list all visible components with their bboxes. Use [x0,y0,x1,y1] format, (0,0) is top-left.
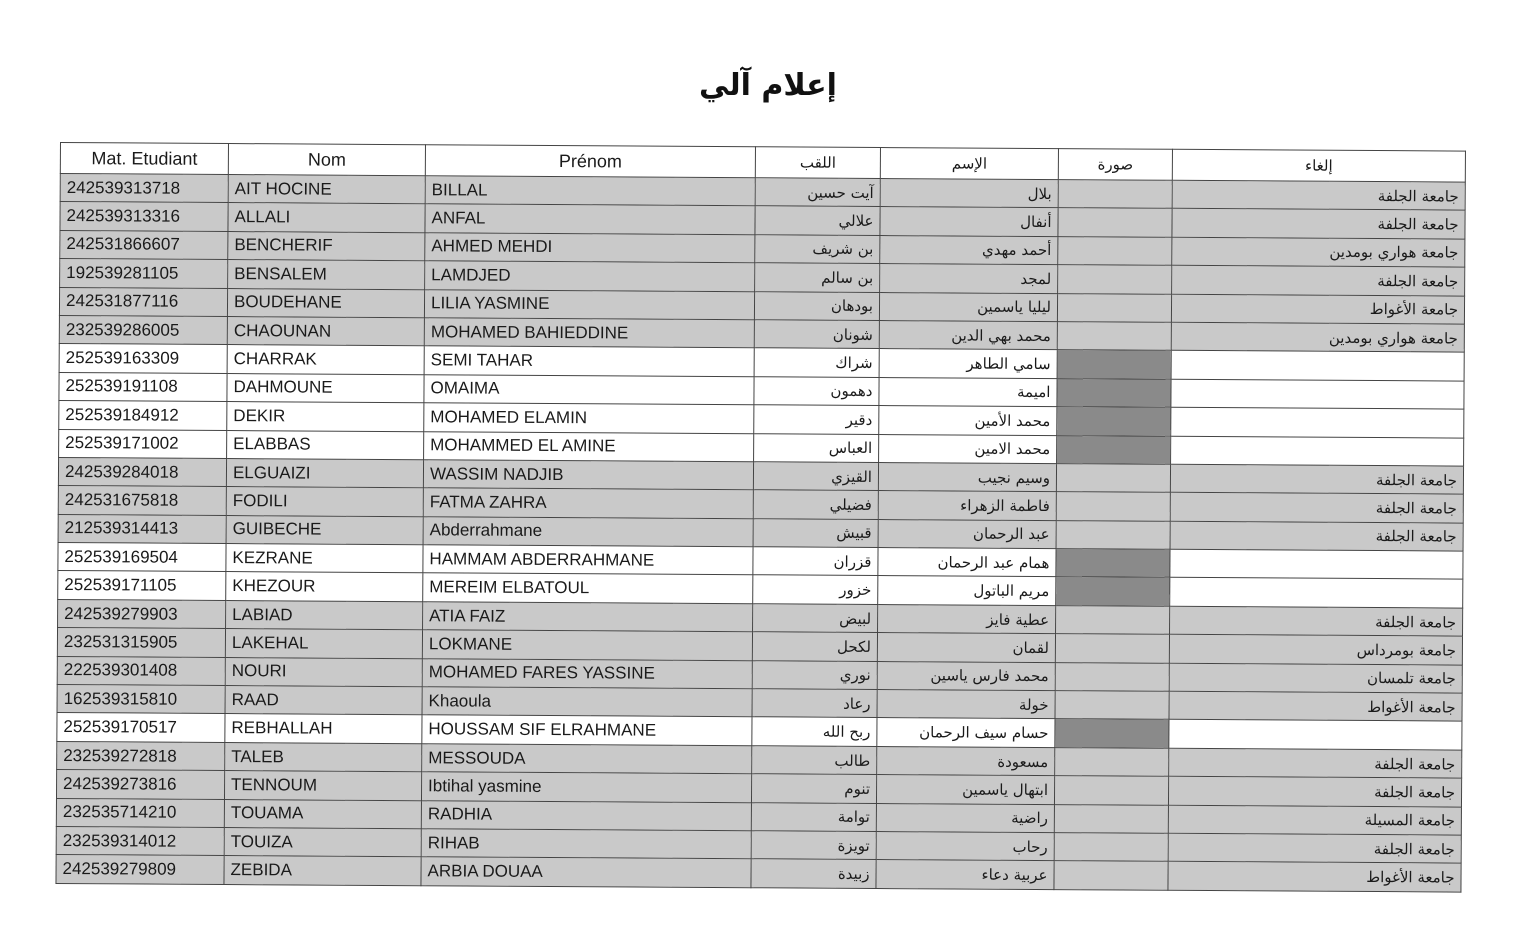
cell-mat-etudiant: 242539273816 [56,770,224,799]
cell-mat-etudiant: 242539279809 [56,855,224,884]
cell-prenom: Ibtihal yasmine [421,772,751,802]
cell-prenom: MESSOUDA [422,744,752,774]
cell-photo [1056,605,1170,634]
header-ilgha: إلغاء [1172,149,1465,182]
cell-nom: ELGUAIZI [226,458,423,488]
cell-photo [1058,208,1172,237]
cell-prenom: LILIA YASMINE [424,289,754,319]
table-body [56,174,1465,892]
header-nom: Nom [228,144,425,176]
cell-laqab: توامة [751,802,876,831]
cell-mat-etudiant: 232535714210 [56,798,224,827]
cell-photo [1057,350,1171,379]
cell-photo [1056,492,1170,521]
cell-laqab: العباس [754,433,879,462]
cell-prenom: AHMED MEHDI [425,233,755,263]
cell-prenom: LAMDJED [425,261,755,291]
cell-ism: لقمان [877,633,1055,662]
cell-mat-etudiant: 192539281105 [60,259,228,288]
cell-ilgha: جامعة هواري بومدين [1172,237,1465,267]
cell-ilgha: جامعة الأغواط [1169,691,1462,721]
cell-nom: RAAD [225,686,422,716]
cell-ilgha: جامعة الجلفة [1172,180,1465,210]
cell-ilgha: جامعة هواري بومدين [1171,322,1464,352]
cell-ilgha: جامعة الأغواط [1168,862,1461,892]
cell-nom: KHEZOUR [226,572,423,602]
header-ism: الإسم [880,148,1058,180]
cell-photo [1054,776,1168,805]
cell-ism: لمجد [880,264,1058,293]
cell-prenom: MOHAMED BAHIEDDINE [424,318,754,348]
cell-nom: BOUDEHANE [227,288,424,318]
cell-prenom: ARBIA DOUAA [421,857,751,887]
cell-ism: محمد فارس ياسين [877,661,1055,690]
cell-nom: LABIAD [226,600,423,630]
cell-laqab: فضيلي [753,490,878,519]
cell-mat-etudiant: 242539284018 [58,457,226,486]
cell-ism: راضية [876,803,1054,832]
cell-mat-etudiant: 242539313718 [60,174,228,203]
cell-photo [1057,378,1171,407]
cell-laqab: تنوم [751,774,876,803]
cell-ilgha: جامعة الجلفة [1172,265,1465,295]
cell-laqab: طالب [752,746,877,775]
cell-laqab: خزور [753,575,878,604]
cell-ism: ابتهال ياسمين [876,775,1054,804]
cell-laqab: بن سالم [755,263,880,292]
cell-ism: مسعودة [877,746,1055,775]
cell-mat-etudiant: 162539315810 [57,685,225,714]
cell-prenom: Khaoula [422,687,752,717]
cell-photo [1058,265,1172,294]
cell-prenom: MOHAMMED EL AMINE [424,431,754,461]
cell-mat-etudiant: 252539171105 [58,571,226,600]
cell-prenom: HAMMAM ABDERRAHMANE [423,545,753,575]
cell-photo [1054,804,1168,833]
cell-photo [1055,691,1169,720]
cell-nom: BENSALEM [228,260,425,290]
cell-laqab: شراك [754,348,879,377]
cell-ism: ليليا ياسمين [879,292,1057,321]
cell-ism: فاطمة الزهراء [878,491,1056,520]
header-mat-etudiant: Mat. Etudiant [60,143,228,175]
cell-ilgha: جامعة الجلفة [1168,833,1461,863]
cell-photo [1056,549,1170,578]
cell-laqab: القيزي [753,462,878,491]
cell-laqab: قبيش [753,518,878,547]
cell-laqab: بودهان [754,291,879,320]
cell-laqab: رعاد [752,689,877,718]
cell-nom: KEZRANE [226,544,423,574]
cell-laqab: شونان [754,320,879,349]
cell-ism: أحمد مهدي [880,235,1058,264]
cell-ism: حسام سيف الرحمان [877,718,1055,747]
cell-ilgha: جامعة الجلفة [1168,776,1461,806]
cell-mat-etudiant: 252539163309 [59,344,227,373]
cell-ilgha: جامعة الجلفة [1170,464,1463,494]
cell-prenom: MEREIM ELBATOUL [423,573,753,603]
cell-prenom: LOKMANE [422,630,752,660]
cell-photo [1057,407,1171,436]
cell-ilgha [1169,720,1462,750]
cell-ism: بلال [880,179,1058,208]
cell-prenom: Abderrahmane [423,516,753,546]
cell-prenom: RADHIA [421,800,751,830]
cell-ism: أنفال [880,207,1058,236]
cell-nom: TOUAMA [224,799,421,829]
cell-ilgha: جامعة الأغواط [1171,294,1464,324]
cell-nom: BENCHERIF [228,231,425,261]
cell-nom: ZEBIDA [224,856,421,886]
cell-ism: محمد بهي الدين [879,320,1057,349]
cell-photo [1054,833,1168,862]
cell-ism: اميمة [879,377,1057,406]
cell-ilgha: جامعة الجلفة [1169,748,1462,778]
cell-mat-etudiant: 242531866607 [60,230,228,259]
cell-nom: ALLALI [228,203,425,233]
cell-prenom: RIHAB [421,829,751,859]
cell-photo [1057,293,1171,322]
cell-photo [1054,861,1168,890]
cell-prenom: WASSIM NADJIB [423,460,753,490]
cell-mat-etudiant: 222539301408 [57,656,225,685]
cell-laqab: تويزة [751,831,876,860]
cell-nom: TENNOUM [224,771,421,801]
cell-mat-etudiant: 232539314012 [56,826,224,855]
cell-ism: محمد الامين [879,434,1057,463]
cell-ilgha: جامعة بومرداس [1169,635,1462,665]
cell-mat-etudiant: 252539171002 [59,429,227,458]
cell-photo [1056,463,1170,492]
cell-prenom: HOUSSAM SIF ELRAHMANE [422,715,752,745]
cell-photo [1055,719,1169,748]
page-title: إعلام آلي [699,68,837,103]
header-photo: صورة [1058,149,1172,181]
header-prenom: Prénom [425,145,755,178]
cell-ilgha [1171,407,1464,437]
cell-laqab: نوري [752,660,877,689]
cell-ilgha: جامعة الجلفة [1170,606,1463,636]
cell-ilgha: جامعة الجلفة [1170,493,1463,523]
cell-ilgha [1170,578,1463,608]
cell-photo [1055,634,1169,663]
cell-mat-etudiant: 252539170517 [57,713,225,742]
cell-ism: وسيم نجيب [878,462,1056,491]
cell-ilgha: جامعة المسيلة [1168,805,1461,835]
cell-nom: CHARRAK [227,345,424,375]
cell-mat-etudiant: 232531315905 [57,628,225,657]
cell-mat-etudiant: 242531877116 [59,287,227,316]
cell-prenom: MOHAMED ELAMIN [424,403,754,433]
cell-photo [1056,577,1170,606]
cell-mat-etudiant: 232539272818 [57,741,225,770]
cell-ilgha [1171,351,1464,381]
cell-prenom: ATIA FAIZ [423,602,753,632]
cell-nom: ELABBAS [227,430,424,460]
cell-laqab: علالي [755,206,880,235]
cell-nom: FODILI [226,487,423,517]
cell-prenom: ANFAL [425,204,755,234]
cell-laqab: بن شريف [755,235,880,264]
cell-photo [1056,520,1170,549]
cell-ism: محمد الأمين [879,406,1057,435]
cell-ism: رحاب [876,831,1054,860]
cell-ism: مريم الباتول [878,576,1056,605]
cell-nom: DEKIR [227,402,424,432]
cell-mat-etudiant: 242539279903 [58,599,226,628]
cell-laqab: لبيض [753,604,878,633]
cell-ilgha [1171,379,1464,409]
cell-ism: عطية فايز [878,604,1056,633]
cell-nom: DAHMOUNE [227,373,424,403]
cell-laqab: زبيدة [751,859,876,888]
cell-laqab: لكحل [752,632,877,661]
cell-nom: REBHALLAH [225,714,422,744]
cell-mat-etudiant: 232539286005 [59,315,227,344]
cell-nom: TALEB [225,742,422,772]
cell-ism: همام عبد الرحمان [878,548,1056,577]
cell-mat-etudiant: 252539169504 [58,543,226,572]
cell-prenom: BILLAL [425,176,755,206]
cell-ilgha: جامعة الجلفة [1172,209,1465,239]
cell-laqab: ربح الله [752,717,877,746]
cell-photo [1055,747,1169,776]
cell-nom: CHAOUNAN [227,316,424,346]
cell-mat-etudiant: 252539191108 [59,372,227,401]
cell-nom: LAKEHAL [225,629,422,659]
cell-ism: عبد الرحمان [878,519,1056,548]
cell-nom: AIT HOCINE [228,175,425,205]
students-table [55,142,1466,892]
cell-laqab: آيت حسين [755,178,880,207]
cell-ilgha: جامعة الجلفة [1170,521,1463,551]
cell-ism: خولة [877,690,1055,719]
cell-prenom: OMAIMA [424,374,754,404]
cell-ilgha: جامعة تلمسان [1169,663,1462,693]
cell-ilgha [1170,549,1463,579]
cell-laqab: قزران [753,547,878,576]
cell-ism: سامي الطاهر [879,349,1057,378]
cell-prenom: SEMI TAHAR [424,346,754,376]
cell-laqab: دقير [754,405,879,434]
cell-mat-etudiant: 252539184912 [59,401,227,430]
cell-prenom: MOHAMED FARES YASSINE [422,658,752,688]
cell-nom: GUIBECHE [226,515,423,545]
cell-photo [1055,662,1169,691]
cell-ilgha [1171,436,1464,466]
cell-mat-etudiant: 242539313316 [60,202,228,231]
cell-mat-etudiant: 212539314413 [58,514,226,543]
cell-photo [1058,236,1172,265]
cell-nom: NOURI [225,657,422,687]
cell-photo [1057,322,1171,351]
cell-photo [1057,435,1171,464]
cell-mat-etudiant: 242531675818 [58,486,226,515]
cell-prenom: FATMA ZAHRA [423,488,753,518]
cell-ism: عربية دعاء [876,860,1054,889]
cell-photo [1058,180,1172,209]
cell-laqab: دهمون [754,376,879,405]
header-laqab: اللقب [755,147,880,179]
cell-nom: TOUIZA [224,828,421,858]
